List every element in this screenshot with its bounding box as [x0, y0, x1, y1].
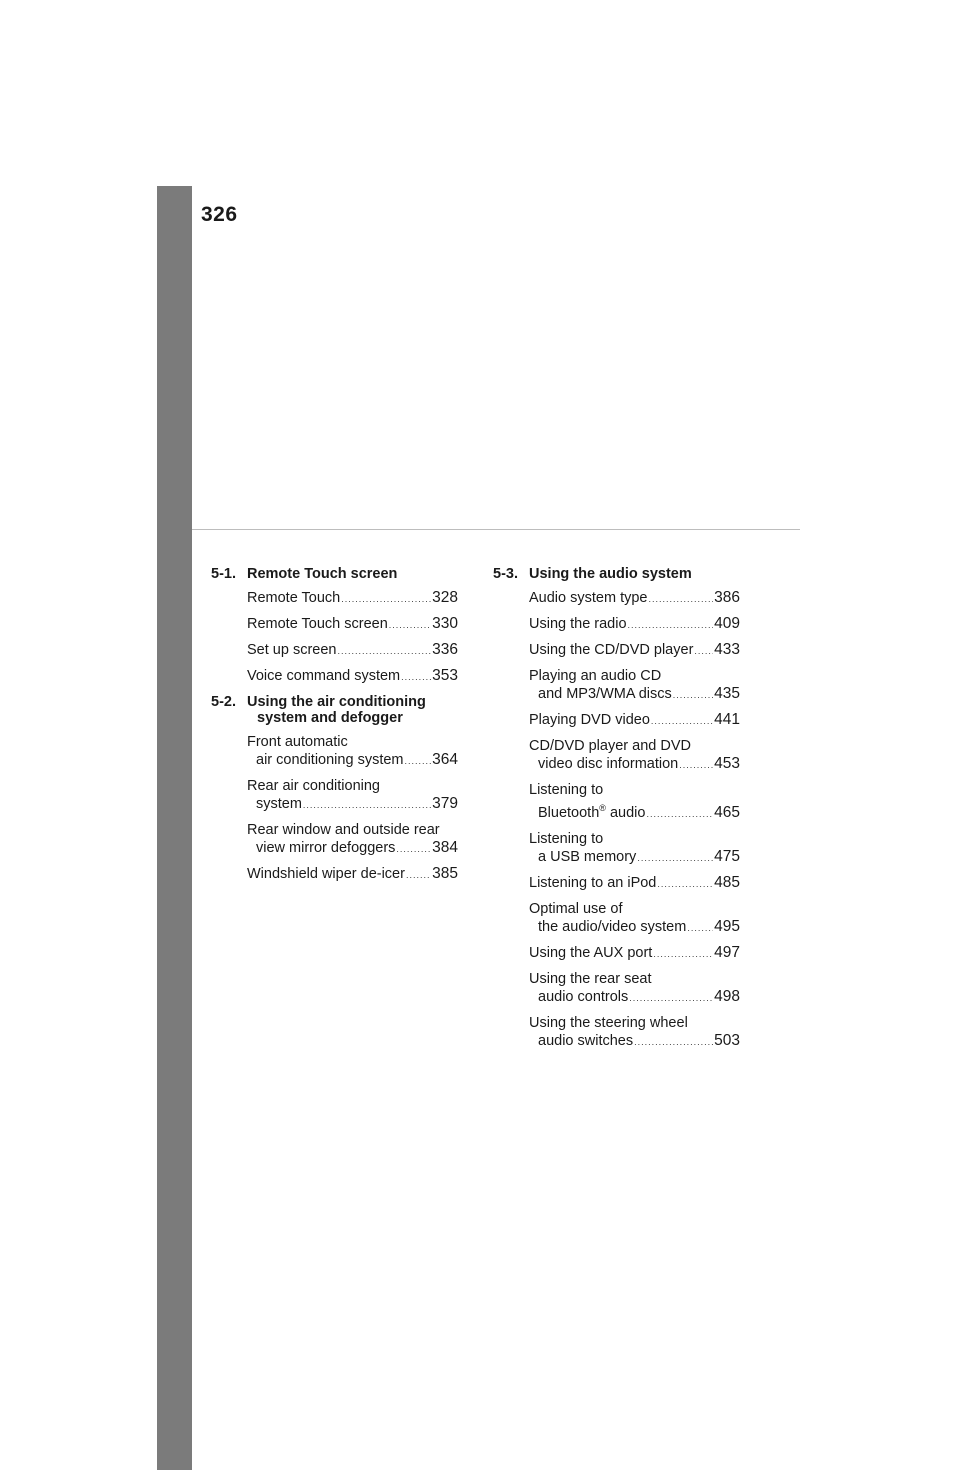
dot-leader: [389, 616, 431, 634]
toc-entry-last-line: [247, 751, 458, 770]
page-ref[interactable]: 498: [714, 987, 740, 1005]
toc-entry-text: [538, 755, 678, 773]
toc-entry-text: [538, 918, 686, 936]
toc-entry-line: system: [256, 796, 302, 812]
page-ref[interactable]: 441: [714, 711, 740, 728]
toc-column-right: [493, 566, 740, 1059]
toc-entry-list: [211, 733, 458, 884]
toc-entry-line: Using the steering wheel: [529, 1014, 688, 1031]
toc-entry-line: Listening to: [529, 830, 604, 847]
toc-entry-line: view mirror defoggers: [256, 840, 396, 856]
toc-entry[interactable]: [247, 589, 458, 608]
page-ref[interactable]: 386: [714, 589, 740, 606]
toc-entry-line: Windshield wiper de-icer: [247, 866, 405, 882]
toc-entry-line: a USB memory: [538, 848, 637, 865]
section-number: 5-1.: [211, 566, 236, 582]
page-ref[interactable]: 453: [714, 755, 740, 772]
toc-entry-line: Rear window and outside rear: [247, 822, 440, 838]
dot-leader: [629, 989, 713, 1007]
toc-entry-last-line: [247, 839, 458, 858]
toc-entry-text: [538, 988, 628, 1006]
toc-entry-last-line: [247, 615, 458, 634]
section-number: 5-2.: [211, 694, 236, 710]
toc-entry-last-line: [247, 589, 458, 608]
toc-entry-line: and MP3/WMA discs: [538, 686, 672, 702]
toc-entry-line: audio controls: [538, 988, 629, 1005]
toc-entry-line: Listening to an iPod: [529, 874, 657, 891]
toc-entry-text: [247, 667, 400, 685]
toc-entry[interactable]: [529, 781, 740, 823]
toc-entry-line: Remote Touch: [247, 590, 341, 606]
page-ref[interactable]: 385: [432, 865, 458, 882]
toc-entry[interactable]: [529, 667, 740, 704]
toc-entry-line: video disc information: [538, 756, 679, 772]
toc-entry[interactable]: [247, 821, 458, 858]
toc-entry-text: [247, 589, 340, 607]
toc-entry-text: [529, 589, 647, 607]
toc-entry-text: [538, 685, 672, 703]
toc-entry-suffix: audio: [605, 804, 646, 821]
dot-leader: [679, 756, 713, 774]
dot-leader: [651, 712, 713, 730]
registered-mark: ®: [599, 803, 606, 813]
dot-leader: [628, 616, 714, 634]
toc-entry[interactable]: [529, 615, 740, 634]
page-ref[interactable]: 503: [714, 1031, 740, 1049]
toc-entry-last-line: [529, 711, 740, 730]
section-title: [247, 566, 458, 582]
toc-entry[interactable]: [529, 737, 740, 774]
toc-entry-last-line: [529, 944, 740, 963]
toc-entry-line: Using the radio: [529, 616, 627, 632]
page-number: 326: [201, 203, 238, 226]
section-title-line: Using the audio system: [529, 566, 692, 582]
page-ref[interactable]: 465: [714, 803, 740, 821]
section-title: [529, 566, 740, 582]
toc-entry-text: [529, 641, 693, 659]
toc-entry[interactable]: [247, 615, 458, 634]
toc-entry-text: [256, 839, 395, 857]
toc-entry-line: Bluetooth: [538, 804, 600, 821]
toc-entry-last-line: [247, 865, 458, 884]
toc-entry[interactable]: [529, 944, 740, 963]
toc-entry-last-line: [529, 874, 740, 893]
toc-entry-text: [538, 1032, 633, 1050]
page-ref[interactable]: 433: [714, 641, 740, 658]
page-ref[interactable]: 495: [714, 917, 740, 935]
toc-entry-line: Optimal use of: [529, 900, 623, 917]
section-title-line: system and defogger: [257, 710, 403, 726]
toc-entry-line: Voice command system: [247, 668, 401, 684]
toc-entry-text: [256, 751, 404, 769]
dot-leader: [687, 919, 713, 937]
dot-leader: [401, 668, 431, 686]
toc-entry[interactable]: [529, 970, 740, 1007]
toc-entry-line: Playing DVD video: [529, 712, 650, 728]
page-ref[interactable]: 336: [432, 641, 458, 658]
toc-entry-last-line: [529, 988, 740, 1007]
page-ref[interactable]: 475: [714, 847, 740, 865]
section-heading: [211, 694, 458, 726]
page-ref[interactable]: 364: [432, 751, 458, 768]
toc-entry-text: [247, 615, 388, 633]
toc-entry-text: [538, 799, 645, 822]
dot-leader: [653, 945, 713, 963]
dot-leader: [341, 590, 431, 608]
dot-leader: [694, 642, 713, 660]
side-tab-bar: [157, 186, 192, 1470]
toc-entry[interactable]: [529, 589, 740, 608]
toc-entry-line: CD/DVD player and DVD: [529, 738, 691, 754]
toc-entry-text: [256, 795, 302, 813]
dot-leader: [673, 686, 713, 704]
page-ref[interactable]: 409: [714, 615, 740, 632]
toc-entry-text: [529, 874, 656, 892]
dot-leader: [637, 849, 713, 867]
toc-entry-list: [493, 589, 740, 1051]
page-ref[interactable]: 379: [432, 795, 458, 812]
dot-leader: [646, 805, 713, 823]
section-number: 5-3.: [493, 566, 518, 582]
page-ref[interactable]: 435: [714, 685, 740, 702]
page-ref[interactable]: 353: [432, 667, 458, 684]
section-title: [247, 694, 458, 726]
toc-entry-line: Listening to: [529, 782, 604, 798]
toc-entry-text: [538, 848, 636, 866]
toc-entry-text: [529, 944, 652, 962]
page-ref[interactable]: 497: [714, 943, 740, 961]
toc-entry[interactable]: [529, 830, 740, 867]
section-heading: [493, 566, 740, 582]
toc-entry-last-line: [247, 641, 458, 660]
toc-entry[interactable]: [247, 865, 458, 884]
toc-entry-last-line: [529, 848, 740, 867]
toc-entry-line: Front automatic: [247, 734, 348, 750]
toc-entry-line: Using the AUX port: [529, 944, 653, 961]
toc-entry[interactable]: [529, 641, 740, 660]
toc-entry[interactable]: [529, 711, 740, 730]
toc-entry-last-line: [529, 615, 740, 634]
toc-entry-last-line: [529, 589, 740, 608]
toc-entry-last-line: [247, 667, 458, 686]
toc-entry-line: Using the CD/DVD player: [529, 642, 694, 658]
section-title-line: Using the air conditioning: [247, 694, 426, 710]
toc-entry-last-line: [529, 641, 740, 660]
toc-entry-line: Rear air conditioning: [247, 778, 380, 794]
toc-entry-text: [529, 711, 650, 729]
toc-entry[interactable]: [529, 1014, 740, 1051]
dot-leader: [657, 875, 713, 893]
toc-entry-text: [529, 615, 627, 633]
page-ref[interactable]: 328: [432, 589, 458, 606]
toc-column-left: [211, 566, 458, 892]
page-ref[interactable]: 384: [432, 839, 458, 856]
toc-entry-line: air conditioning system: [256, 752, 404, 768]
dot-leader: [634, 1033, 713, 1051]
toc-entry-line: Playing an audio CD: [529, 668, 662, 684]
toc-entry-line: the audio/video system: [538, 918, 687, 935]
toc-entry-last-line: [529, 685, 740, 704]
section-heading: [211, 566, 458, 582]
toc-entry[interactable]: [247, 641, 458, 660]
dot-leader: [406, 866, 431, 884]
toc-entry[interactable]: [529, 900, 740, 937]
toc-entry[interactable]: [247, 667, 458, 686]
section-title-line: Remote Touch screen: [247, 566, 398, 582]
dot-leader: [648, 590, 713, 608]
toc-entry-line: Using the rear seat: [529, 970, 652, 987]
page-ref[interactable]: 330: [432, 615, 458, 632]
toc-entry-text: [247, 641, 336, 659]
toc-entry-line: Remote Touch screen: [247, 616, 388, 632]
page-ref[interactable]: 485: [714, 873, 740, 891]
toc-entry-last-line: [529, 799, 740, 823]
toc-entry-last-line: [529, 1032, 740, 1051]
toc-entry-last-line: [247, 795, 458, 814]
dot-leader: [396, 840, 431, 858]
toc-entry[interactable]: [247, 733, 458, 770]
dot-leader: [337, 642, 431, 660]
toc-entry-last-line: [529, 755, 740, 774]
toc-entry[interactable]: [529, 874, 740, 893]
toc-entry-last-line: [529, 918, 740, 937]
toc-entry-line: Audio system type: [529, 590, 648, 606]
divider-rule: [192, 529, 800, 530]
dot-leader: [303, 796, 431, 814]
toc-entry-list: [211, 589, 458, 686]
toc-entry-text: [247, 865, 405, 883]
toc-entry-line: Set up screen: [247, 642, 337, 658]
toc-entry-line: audio switches: [538, 1032, 634, 1049]
toc-entry[interactable]: [247, 777, 458, 814]
dot-leader: [405, 752, 432, 770]
